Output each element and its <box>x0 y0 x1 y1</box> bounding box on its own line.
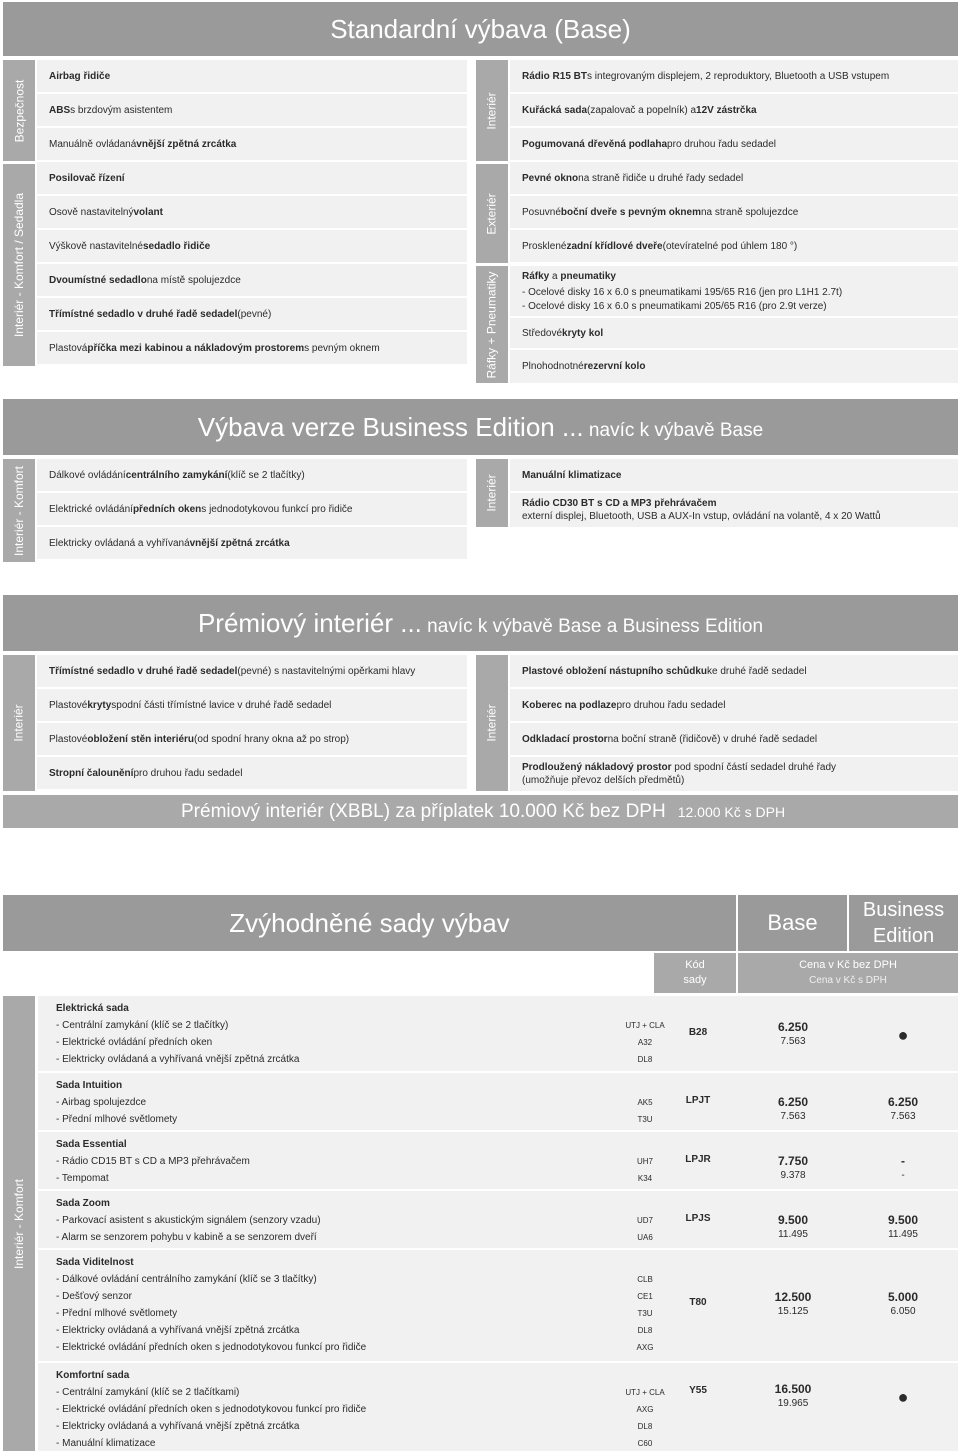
standard-right-row: Posuvné boční dveře s pevným oknem na straně spolujezdce <box>510 196 958 228</box>
premium-right-row: Koberec na podlaze pro druhou řadu sedadel <box>510 689 958 721</box>
package-item-code: DL8 <box>637 1326 653 1335</box>
section-premium-title: Prémiový interiér ... navíc k výbavě Base a Business Edition <box>3 595 958 651</box>
prodlouzeny-prostor-title: Prodloužený nákladový prostor pod spodní částí sedadel druhé řady <box>522 762 837 773</box>
price-net: 6.250 <box>777 1020 809 1034</box>
package-name: Sada Intuition <box>56 1080 123 1091</box>
package-price-business-edition <box>848 1213 958 1240</box>
prodlouzeny-prostor-desc: (umožňuje převoz delších předmětů) <box>522 775 685 786</box>
package-item-code: CE1 <box>637 1292 653 1301</box>
standard-left-row: Airbag řidiče <box>37 60 467 92</box>
package-item-code: AXG <box>636 1343 654 1352</box>
package-row <box>38 1073 958 1130</box>
business-left-row: Elektrické ovládání předních oken s jednodotykovou funkcí pro řidiče <box>37 493 467 525</box>
package-item: - Airbag spolujezdce <box>56 1097 147 1108</box>
package-item: - Elektricky ovládaná a vyhřívaná vnější zpětná zrcátka <box>56 1325 300 1336</box>
package-item-code: DL8 <box>637 1422 653 1431</box>
package-code: B28 <box>688 1027 708 1038</box>
package-item: - Parkovací asistent s akustickým signálem (senzory vzadu) <box>56 1215 321 1226</box>
standard-left-row: Výškově nastavitelné sedadlo řidiče <box>37 230 467 262</box>
manualni-klimatizace-row: Manuální klimatizace <box>510 459 958 491</box>
package-price-business-edition <box>848 1154 958 1181</box>
col-header-business-edition: Business Edition <box>849 895 958 951</box>
package-name: Sada Viditelnost <box>56 1257 134 1268</box>
label-interier-3: Interiér <box>3 655 35 791</box>
premium-right-row: Plastové obložení nástupního schůdku ke druhé řadě sedadel <box>510 655 958 687</box>
package-name: Elektrická sada <box>56 1003 129 1014</box>
package-item: - Alarm se senzorem pohybu v kabině a se senzorem dveří <box>56 1232 317 1243</box>
premium-price-net: Prémiový interiér (XBBL) za příplatek 10.000 Kč bez DPH <box>181 800 666 822</box>
package-name: Komfortní sada <box>56 1370 130 1381</box>
price-gross: 7.563 <box>890 1111 916 1122</box>
rafky-line-1: - Ocelové disky 16 x 6.0 s pneumatikami 195/65 R16 (jen pro L1H1 2.7t) <box>522 286 843 298</box>
price-gross: 15.125 <box>777 1306 809 1317</box>
radio-cd30-desc: externí displej, Bluetooth, USB a AUX-In vstup, ovládání na volantě, 4 x 20 Wattů <box>522 511 881 522</box>
package-item-code: K34 <box>637 1174 653 1183</box>
standard-left-row: Dvoumístné sedadlo na místě spolujezdce <box>37 264 467 296</box>
package-row <box>38 996 958 1071</box>
package-row <box>38 1250 958 1361</box>
package-item-code: A32 <box>637 1038 653 1047</box>
package-row <box>38 1363 958 1451</box>
package-price-base <box>738 1095 848 1122</box>
package-code: LPJS <box>685 1213 711 1224</box>
package-item: - Centrální zamykání (klíč se 2 tlačítky) <box>56 1020 229 1031</box>
standard-left-row: ABS s brzdovým asistentem <box>37 94 467 126</box>
premium-left-row: Plastové kryty spodní části třímístné lavice v druhé řadě sedadel <box>37 689 467 721</box>
package-price-base <box>738 1290 848 1317</box>
package-code: Y55 <box>689 1385 707 1396</box>
radio-cd30-row <box>510 493 958 527</box>
package-item-code: UH7 <box>636 1157 653 1166</box>
standard-left-row: Posilovač řízení <box>37 162 467 194</box>
standard-right-row: Prosklené zadní křídlové dveře (otevíratelné pod úhlem 180 °) <box>510 230 958 262</box>
standard-right-row: Pevné okno na straně řidiče u druhé řady sedadel <box>510 162 958 194</box>
package-item-code: AK5 <box>637 1098 653 1107</box>
package-item-code: T3U <box>637 1309 653 1318</box>
premium-left-row: Plastové obložení stěn interiéru (od spodní hrany okna až po strop) <box>37 723 467 755</box>
package-price-business-edition <box>848 1095 958 1122</box>
label-packages-interier-komfort: Interiér - Komfort <box>3 996 35 1451</box>
business-left-row: Dálkové ovládání centrálního zamykání (klíč se 2 tlačítky) <box>37 459 467 491</box>
package-item-code: AXG <box>636 1405 654 1414</box>
rezervni-kolo-row: Plnohodnotné rezervní kolo <box>510 350 958 383</box>
standard-right-row: Kuřácká sada (zapalovač a popelník) a 12V zástrčka <box>510 94 958 126</box>
package-item: - Elektricky ovládaná a vyhřívaná vnější zpětná zrcátka <box>56 1054 300 1065</box>
section-business-title: Výbava verze Business Edition ... navíc k výbavě Base <box>3 399 958 455</box>
premium-price-gross: 12.000 Kč s DPH <box>677 803 786 820</box>
package-item: - Manuální klimatizace <box>56 1438 156 1449</box>
standard-right-row: Pogumovaná dřevěná podlaha pro druhou řadu sedadel <box>510 128 958 160</box>
package-item-code: UA6 <box>637 1233 653 1242</box>
package-code: LPJR <box>685 1154 711 1165</box>
package-item: - Elektrické ovládání předních oken <box>56 1037 213 1048</box>
standard-left-row: Třímístné sedadlo v druhé řadě sedadel (pevné) <box>37 298 467 330</box>
price-gross: 11.495 <box>778 1229 808 1240</box>
business-left-row: Elektricky ovládaná a vyhřívaná vnější zpětná zrcátka <box>37 527 467 559</box>
label-interier: Interiér <box>476 60 508 161</box>
price-gross: 9.378 <box>780 1170 806 1181</box>
price-gross: 7.563 <box>780 1111 806 1122</box>
package-item: - Centrální zamykání (klíč se 2 tlačítkami) <box>56 1387 240 1398</box>
price-gross: - <box>901 1170 905 1181</box>
label-bezpecnost: Bezpečnost <box>3 60 35 161</box>
packages-title: Zvýhodněné sady výbav <box>3 895 736 951</box>
package-item-code: UTJ + CLA <box>625 1021 665 1030</box>
package-item: - Elektrické ovládání předních oken s jednodotykovou funkcí pro řidiče <box>56 1342 367 1353</box>
standard-right-row: Rádio R15 BT s integrovaným displejem, 2 reproduktory, Bluetooth a USB vstupem <box>510 60 958 92</box>
standard-left-row: Plastová příčka mezi kabinou a nákladovým prostorem s pevným oknem <box>37 332 467 364</box>
rafky-line-2: - Ocelové disky 16 x 6.0 s pneumatikami 205/65 R16 (pro 2.9t verze) <box>522 300 827 312</box>
price-net: 6.250 <box>777 1095 809 1109</box>
package-price-business-edition <box>848 1290 958 1317</box>
label-rafky-pneumatiky: Ráfky + Pneumatiky <box>476 266 508 383</box>
package-item-code: CLB <box>637 1275 653 1284</box>
package-item-code: T3U <box>637 1115 653 1124</box>
package-item: - Elektricky ovládaná a vyhřívaná vnější zpětná zrcátka <box>56 1421 300 1432</box>
package-row <box>38 1191 958 1248</box>
price-net: 7.750 <box>777 1154 809 1168</box>
price-net: 16.500 <box>774 1382 812 1396</box>
price-net: - <box>901 1154 905 1168</box>
price-net: 6.250 <box>887 1095 919 1109</box>
price-gross: 19.965 <box>777 1398 809 1409</box>
premium-left-row: Stropní čalounění pro druhou řadu sedadel <box>37 757 467 789</box>
package-price-base <box>738 1382 848 1409</box>
label-interier-komfort: Interiér - Komfort <box>3 459 35 562</box>
package-price-base <box>738 1213 848 1240</box>
package-item: - Dálkové ovládání centrálního zamykání (klíč se 3 tlačítky) <box>56 1274 317 1285</box>
label-interier-2: Interiér <box>476 459 508 527</box>
premium-left-row: Třímístné sedadlo v druhé řadě sedadel (pevné) s nastavitelnými opěrkami hlavy <box>37 655 467 687</box>
price-net: 9.500 <box>777 1213 809 1227</box>
premium-price-bar <box>3 795 958 828</box>
package-code: T80 <box>689 1297 707 1308</box>
col-header-prices: Cena v Kč bez DPH Cena v Kč s DPH <box>738 953 958 993</box>
package-price-business-edition <box>848 1387 958 1408</box>
rafky-title: Ráfky a pneumatiky <box>522 270 616 282</box>
package-item: - Rádio CD15 BT s CD a MP3 přehrávačem <box>56 1156 250 1167</box>
package-item: - Dešťový senzor <box>56 1291 132 1302</box>
package-row <box>38 1132 958 1189</box>
label-interier-komfort-sedadla: Interiér - Komfort / Sedadla <box>3 164 35 366</box>
package-item-code: DL8 <box>637 1055 653 1064</box>
rafky-row <box>510 266 958 316</box>
label-exterier: Exteriér <box>476 164 508 263</box>
premium-right-row: Odkladací prostor na boční straně (řidičově) v druhé řadě sedadel <box>510 723 958 755</box>
price-net: 12.500 <box>774 1290 812 1304</box>
package-price-base <box>738 1020 848 1047</box>
section-standard-title: Standardní výbava (Base) <box>3 2 958 56</box>
package-item-code: UD7 <box>636 1216 653 1225</box>
standard-left-row: Osově nastavitelný volant <box>37 196 467 228</box>
price-net: 5.000 <box>887 1290 919 1304</box>
package-price-base <box>738 1154 848 1181</box>
price-net: 9.500 <box>887 1213 919 1227</box>
package-item: - Tempomat <box>56 1173 109 1184</box>
price-gross: 11.495 <box>888 1229 918 1240</box>
package-name: Sada Essential <box>56 1139 127 1150</box>
col-header-base: Base <box>738 895 847 951</box>
standard-left-row: Manuálně ovládaná vnější zpětná zrcátka <box>37 128 467 160</box>
col-header-kod-sady: Kód sady <box>654 953 736 993</box>
package-code: LPJT <box>685 1095 711 1106</box>
package-item: - Přední mlhové světlomety <box>56 1114 178 1125</box>
prodlouzeny-prostor-row <box>510 757 958 791</box>
package-item: - Přední mlhové světlomety <box>56 1308 178 1319</box>
price-gross: 6.050 <box>890 1306 916 1317</box>
stredove-kryty-row: Středové kryty kol <box>510 318 958 348</box>
package-price-business-edition <box>848 1025 958 1046</box>
included-dot: ● <box>897 1025 909 1045</box>
package-item-code: C60 <box>637 1439 653 1448</box>
label-interier-4: Interiér <box>476 655 508 791</box>
package-item: - Elektrické ovládání předních oken s jednodotykovou funkcí pro řidiče <box>56 1404 367 1415</box>
included-dot: ● <box>897 1387 909 1407</box>
price-gross: 7.563 <box>780 1036 806 1047</box>
radio-cd30-title: Rádio CD30 BT s CD a MP3 přehrávačem <box>522 498 717 509</box>
package-name: Sada Zoom <box>56 1198 110 1209</box>
package-item-code: UTJ + CLA <box>625 1388 665 1397</box>
